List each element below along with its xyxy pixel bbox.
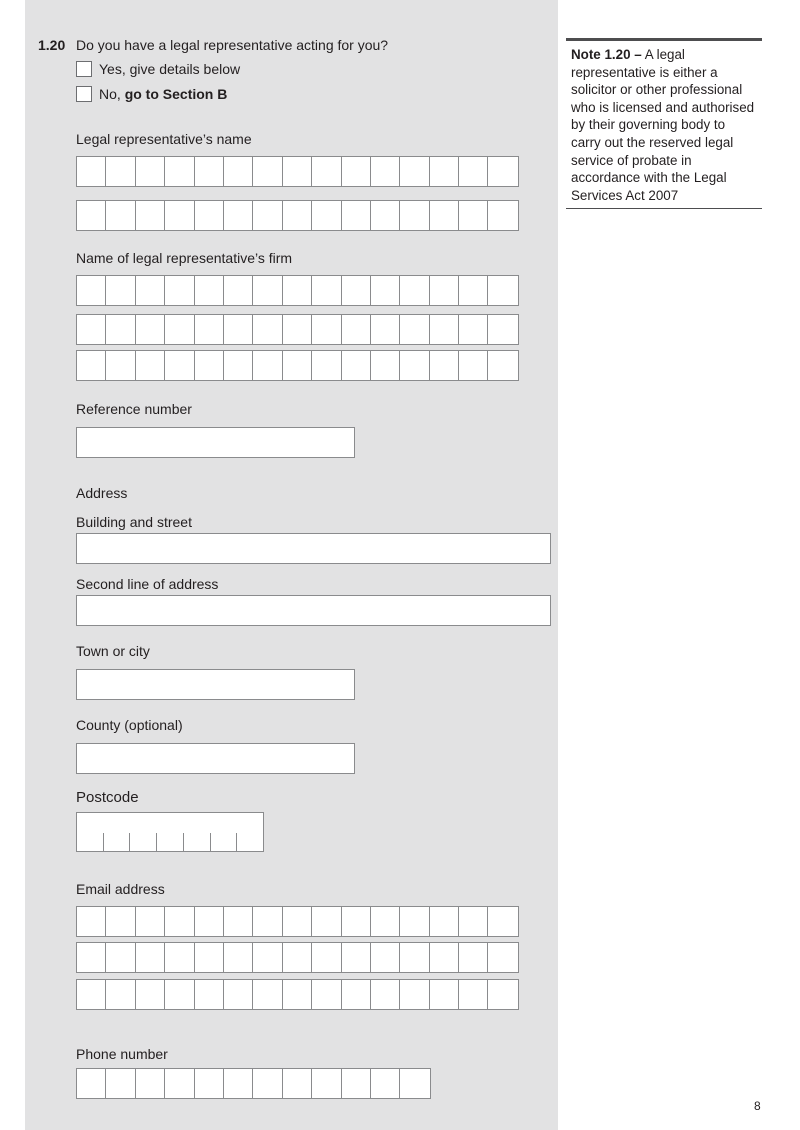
second-line-label: Second line of address	[76, 576, 219, 592]
address-label: Address	[76, 485, 128, 501]
building-input[interactable]	[76, 533, 551, 564]
email-row-2[interactable]	[76, 942, 519, 973]
page-number: 8	[754, 1099, 761, 1113]
note-body: A legal representative is either a solicitor or other professional who is licensed and authorised by their governing body to carry out the reserved legal service of probate in accordance with the Legal Services Act 2007	[571, 47, 755, 203]
email-label: Email address	[76, 881, 165, 897]
question-text: Do you have a legal representative acting for you?	[76, 37, 389, 53]
second-line-input[interactable]	[76, 595, 551, 626]
yes-checkbox[interactable]	[76, 61, 92, 77]
firm-name-row-3[interactable]	[76, 350, 519, 381]
town-input[interactable]	[76, 669, 355, 700]
phone-row[interactable]	[76, 1068, 431, 1099]
firm-name-row-2[interactable]	[76, 314, 519, 345]
firm-name-label: Name of legal representative’s firm	[76, 250, 293, 266]
no-checkbox[interactable]	[76, 86, 92, 102]
county-label: County (optional)	[76, 717, 183, 733]
email-row-3[interactable]	[76, 979, 519, 1010]
firm-name-row-1[interactable]	[76, 275, 519, 306]
town-label: Town or city	[76, 643, 150, 659]
question-number: 1.20	[38, 37, 66, 53]
email-row-1[interactable]	[76, 906, 519, 937]
rep-name-label: Legal representative’s name	[76, 131, 252, 147]
reference-input[interactable]	[76, 427, 355, 458]
note-1-20	[566, 38, 762, 209]
yes-option-label: Yes, give details below	[99, 61, 241, 77]
reference-label: Reference number	[76, 401, 192, 417]
county-input[interactable]	[76, 743, 355, 774]
rep-name-row-1[interactable]	[76, 156, 519, 187]
building-label: Building and street	[76, 514, 192, 530]
postcode-label: Postcode	[76, 789, 139, 806]
postcode-input[interactable]	[76, 812, 264, 852]
note-title: Note 1.20 –	[571, 47, 642, 62]
phone-label: Phone number	[76, 1046, 168, 1062]
rep-name-row-2[interactable]	[76, 200, 519, 231]
no-option-label: No, go to Section B	[99, 86, 228, 102]
